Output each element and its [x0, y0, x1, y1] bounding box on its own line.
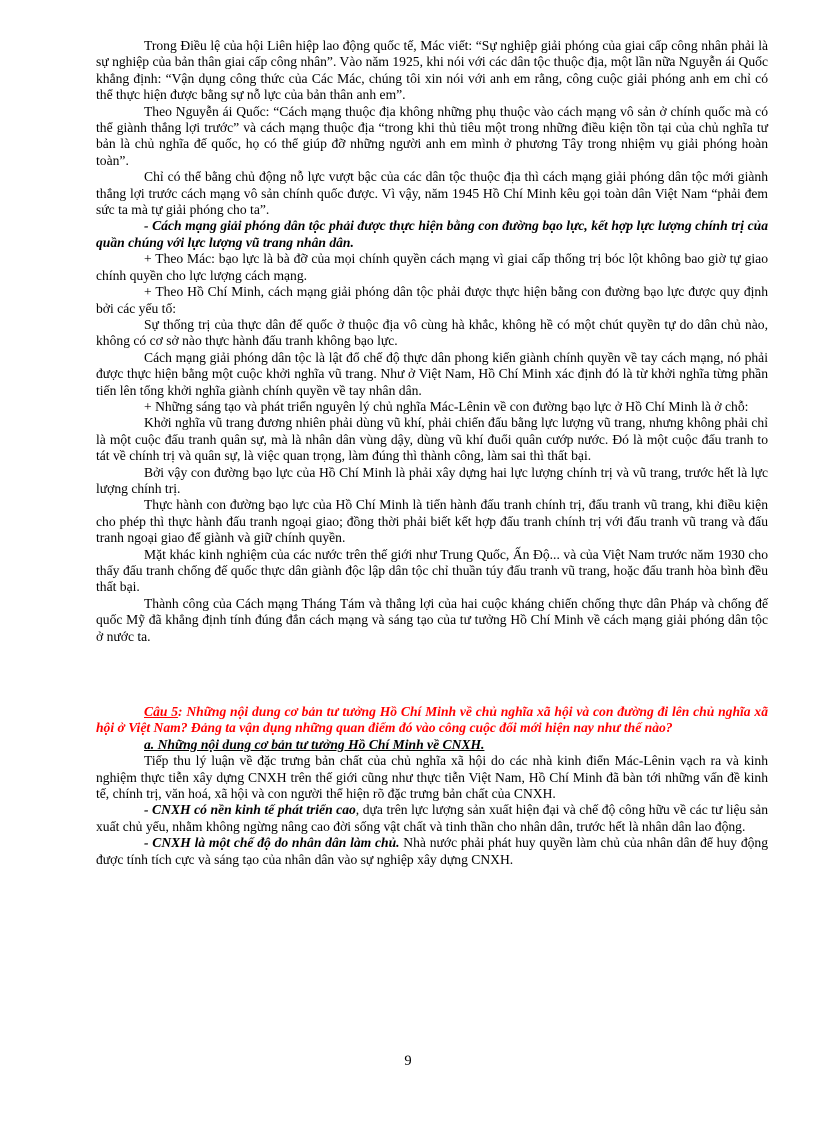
- paragraph: Tiếp thu lý luận về đặc trưng bản chất của chủ nghĩa xã hội do các nhà kinh điển Mác-Lênin vạch ra và kinh nghiệm thực tiễn xây dựng CNXH trên thế giới cũng như thực tiễn Việt Nam, Hồ Chí Minh đã bàn tới những vấn đề kinh tế, chính trị, văn hoá, xã hội và con người thể hiện rõ đặc trưng bản chất của CNXH.: [96, 753, 768, 802]
- paragraph: Cách mạng giải phóng dân tộc là lật đổ chế độ thực dân phong kiến giành chính quyền về tay cách mạng, nó phải được thực hiện bằng một cuộc khởi nghĩa vũ trang. Như ở Việt Nam, Hồ Chí Minh xác định đó là từ khởi nghĩa từng phần tiến lên tổng khởi nghĩa giành chính quyền về tay nhân dân.: [96, 349, 768, 398]
- point-lead: - CNXH là một chế độ do nhân dân làm chủ.: [144, 835, 400, 851]
- question-label: Câu 5: [144, 704, 179, 720]
- paragraph: [96, 802, 768, 835]
- question-5: [96, 704, 768, 737]
- paragraph: Sự thống trị của thực dân đế quốc ở thuộc địa vô cùng hà khắc, không hề có một chút quyền tự do dân chủ nào, không có cơ sở nào thực hành đấu tranh không bạo lực.: [96, 316, 768, 349]
- paragraph: + Những sáng tạo và phát triển nguyên lý chủ nghĩa Mác-Lênin về con đường bạo lực ở Hồ Chí Minh là ở chỗ:: [144, 398, 749, 414]
- paragraph: + Theo Mác: bạo lực là bà đỡ của mọi chính quyền cách mạng vì giai cấp thống trị bóc lột không bao giờ tự giao chính quyền cho lực lượng cách mạng.: [96, 251, 768, 283]
- paragraph: Mặt khác kinh nghiệm của các nước trên thế giới như Trung Quốc, Ấn Độ... và của Việt Nam trước năm 1930 cho thấy đấu tranh chống đế quốc thực dân giành độc lập dân tộc chỉ thuần túy đấu tranh vũ trang, hoặc đấu tranh hòa bình đều thất bại.: [96, 546, 768, 595]
- page-body: [96, 38, 768, 868]
- question-text: : Những nội dung cơ bản tư tưởng Hồ Chí Minh về chủ nghĩa xã hội và con đường đi lên chủ nghĩa xã hội ở Việt Nam? Đảng ta vận dụng những quan điểm đó vào công cuộc đổi mới hiện nay như thế nào?: [96, 704, 768, 736]
- point-text: , dựa trên lực lượng sản xuất hiện đại và chế độ công hữu về các tư liệu sản xuất chủ yếu, nhằm không ngừng nâng cao đời sống vật chất và tinh thần cho nhân dân, trước hết là nhân dân lao động.: [96, 802, 768, 834]
- page-number: 9: [404, 1053, 412, 1069]
- paragraph: Thực hành con đường bạo lực của Hồ Chí Minh là tiến hành đấu tranh chính trị, đấu tranh vũ trang, khi điều kiện cho phép thì thực hành đấu tranh ngoại giao; đồng thời phải biết kết hợp đấu tranh chính trị với đấu tranh vũ trang và đấu tranh ngoại giao để giành và giữ chính quyền.: [96, 497, 768, 546]
- paragraph: Theo Nguyễn ái Quốc: “Cách mạng thuộc địa không những phụ thuộc vào cách mạng vô sản ở chính quốc mà có thể giành thắng lợi trước” và cách mạng thuộc địa “trong khi thủ tiêu một trong những điều kiện tồn tại của chủ nghĩa tư bản là chủ nghĩa đế quốc, họ có thể giúp đỡ những người anh em mình ở phương Tây trong nhiệm vụ giải phóng hoàn toàn”.: [96, 103, 768, 168]
- paragraph: Trong Điều lệ của hội Liên hiệp lao động quốc tế, Mác viết: “Sự nghiệp giải phóng của giai cấp công nhân phải là sự nghiệp của bản thân giai cấp công nhân”. Vào năm 1925, khi nói với các dân tộc thuộc địa, một lần nữa Nguyễn ái Quốc khẳng định: “Vận dụng công thức của Các Mác, chúng tôi xin nói với anh em rằng, công cuộc giải phóng anh em chỉ có thể thực hiện được bằng sự nỗ lực của bản thân anh em”.: [96, 38, 768, 103]
- paragraph: [96, 835, 768, 868]
- bold-italic-point: - Cách mạng giải phóng dân tộc phải được thực hiện bằng con đường bạo lực, kết hợp lực lượng chính trị của quần chúng với lực lượng vũ trang nhân dân.: [96, 218, 768, 250]
- paragraph: + Theo Hồ Chí Minh, cách mạng giải phóng dân tộc phải được thực hiện bằng con đường bạo lực được quy định bởi các yếu tố:: [96, 284, 768, 316]
- paragraph: Thành công của Cách mạng Tháng Tám và thắng lợi của hai cuộc kháng chiến chống thực dân Pháp và chống đế quốc Mỹ đã khẳng định tính đúng đắn cách mạng và sáng tạo của tư tưởng Hồ Chí Minh về cách mạng giải phóng dân tộc ở nước ta.: [96, 595, 768, 644]
- paragraph: Bởi vậy con đường bạo lực của Hồ Chí Minh là phải xây dựng hai lực lượng chính trị và vũ trang, trước hết là lực lượng chính trị.: [96, 464, 768, 496]
- paragraph: Chỉ có thể bằng chủ động nỗ lực vượt bậc của các dân tộc thuộc địa thì cách mạng giải phóng dân tộc mới giành thắng lợi trước cách mạng vô sản chính quốc được. Vì vậy, năm 1945 Hồ Chí Minh kêu gọi toàn dân Việt Nam “phải đem sức ta mà tự giải phóng cho ta”.: [96, 169, 768, 218]
- point-lead: - CNXH có nền kinh tế phát triển cao: [144, 802, 356, 818]
- point-text: Nhà nước phải phát huy quyền làm chủ của nhân dân để huy động được tính tích cực và sáng tạo của nhân dân vào sự nghiệp xây dựng CNXH.: [96, 835, 769, 867]
- section-heading-a: a. Những nội dung cơ bản tư tưởng Hồ Chí Minh về CNXH.: [144, 736, 485, 752]
- paragraph: Khởi nghĩa vũ trang đương nhiên phải dùng vũ khí, phải chiến đấu bằng lực lượng vũ trang, nhưng không phải chỉ là một cuộc đấu tranh quân sự, mà là nhân dân vùng dậy, dùng vũ khí đuổi quân cướp nước. Đó là một cuộc đấu tranh to tát về chính trị và quân sự, là việc quan trọng, làm đúng thì thành công, làm sai thì thất bại.: [96, 415, 768, 464]
- spacer: [96, 645, 768, 704]
